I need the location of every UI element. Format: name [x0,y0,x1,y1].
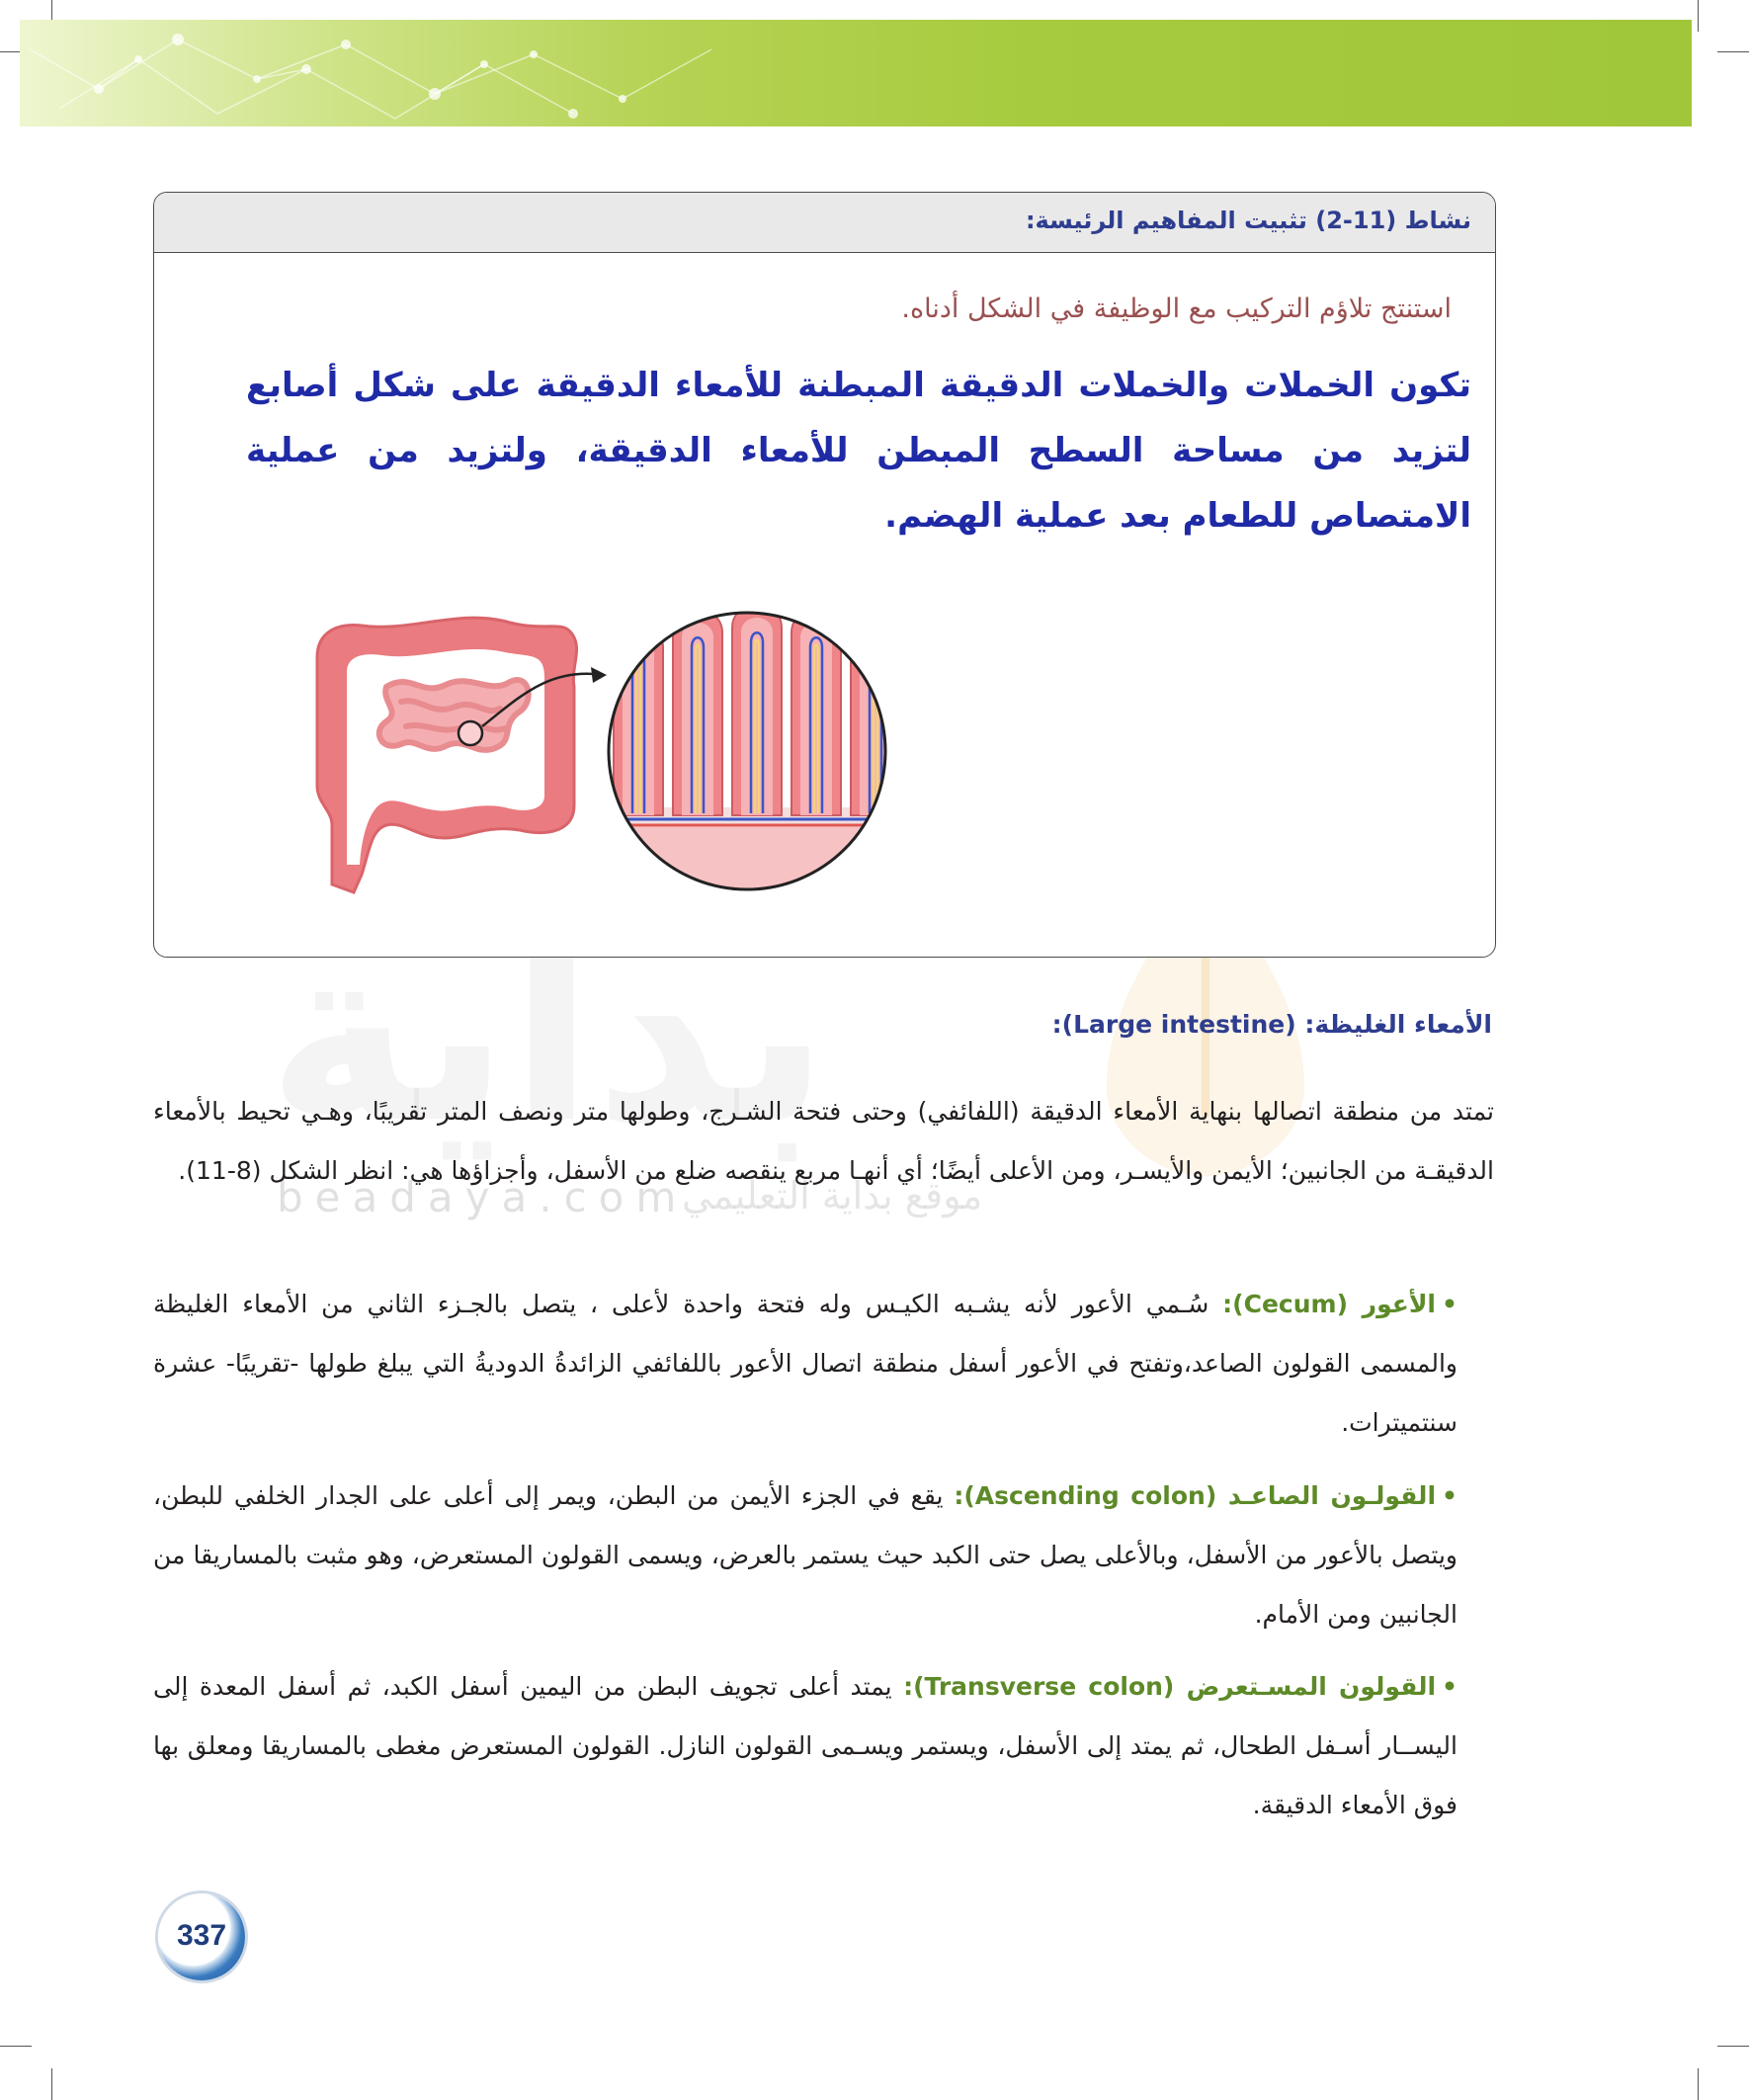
page-number: 337 [176,1919,227,1952]
header-banner [20,20,1692,126]
intestine-illustration [317,618,577,892]
bullet-icon: • [1442,1290,1458,1318]
arrow-head-icon [591,667,607,683]
bullet-term: القولـون الصاعـد (Ascending colon): [954,1481,1437,1510]
watermark-site-arabic: موقع بداية التعليمي [682,1174,983,1218]
watermark-site: beadaya.com [277,1173,689,1221]
section-title: الأمعاء الغليظة: (Large intestine): [1051,1010,1492,1039]
bullet-text: يقع في الجزء الأيمن من البطن، ويمر إلى أعلى على الجدار الخلفي للبطن، ويتصل بالأعور من الأسفل، وبالأعلى يصل حتى الكبد حيث يستمر بالعرض، ويسمى القولون المستعرض، وهو مثبت بالمساريقا من الجانبين ومن الأمام. [153,1481,1458,1629]
crop-mark [1698,0,1699,32]
crop-mark [51,2068,52,2100]
activity-title: نشاط (11-2) تثبيت المفاهيم الرئيسة: [1025,207,1471,234]
crop-mark [1717,2046,1749,2047]
villi-figure [223,578,1034,914]
intro-paragraph: تمتد من منطقة اتصالها بنهاية الأمعاء الدقيقة (اللفائفي) وحتى فتحة الشـرج، وطولها متر ونصف المتر تقريبًا، وهـي تحيط بالأمعاء الدقيقـة من الجانبين؛ الأيمن والأيسـر، ومن الأعلى أيضًا؛ أي أنهـا مربع ينقصه ضلع من الأسفل، وأجزاؤها هي: انظر الشكل (8-11). [153,1097,1494,1185]
bullet-icon: • [1442,1672,1458,1701]
bullet-term: الأعور (Cecum): [1222,1290,1437,1318]
activity-header [154,193,1495,253]
crop-mark [0,2046,32,2047]
bullet-text: يمتد أعلى تجويف البطن من اليمين أسفل الكبد، ثم أسفل المعدة إلى اليســار أسـفل الطحال، ثم يمتد إلى الأسفل، ويستمر ويسـمى القولون النازل. القولون المستعرض مغطى بالمساريقا ومعلق بها فوق الأمعاء الدقيقة. [153,1672,1458,1819]
villi-magnified [599,598,900,914]
activity-answer: تكون الخملات والخملات الدقيقة المبطنة للأمعاء الدقيقة على شكل أصابع لتزيد من مساحة السطح المبطن للأمعاء الدقيقة، ولتزيد من عملية الامتصاص للطعام بعد عملية الهضم. [246,366,1471,536]
activity-prompt: استنتج تلاؤم التركيب مع الوظيفة في الشكل أدناه. [901,294,1452,324]
list-item [153,1275,1458,1453]
list-item [153,1467,1458,1644]
crop-mark [1717,51,1749,52]
bullet-icon: • [1442,1481,1458,1510]
network-pattern-icon [20,20,1692,126]
list-item [153,1657,1458,1835]
page-number-badge [158,1893,245,1980]
crop-mark [1698,2068,1699,2100]
bullet-text: سُـمي الأعور لأنه يشـبه الكيـس وله فتحة واحدة لأعلى ، يتصل بالجـزء الثاني من الأمعاء الغليظة والمسمى القولون الصاعد،وتفتح في الأعور أسفل منطقة اتصال الأعور باللفائفي الزائدةُ الدوديةُ التي يبلغ طولها -تقريبًا- عشرة سنتميترات. [153,1290,1458,1437]
activity-box [153,192,1496,958]
bullet-term: القولون المسـتعرض (Transverse colon): [903,1672,1437,1701]
